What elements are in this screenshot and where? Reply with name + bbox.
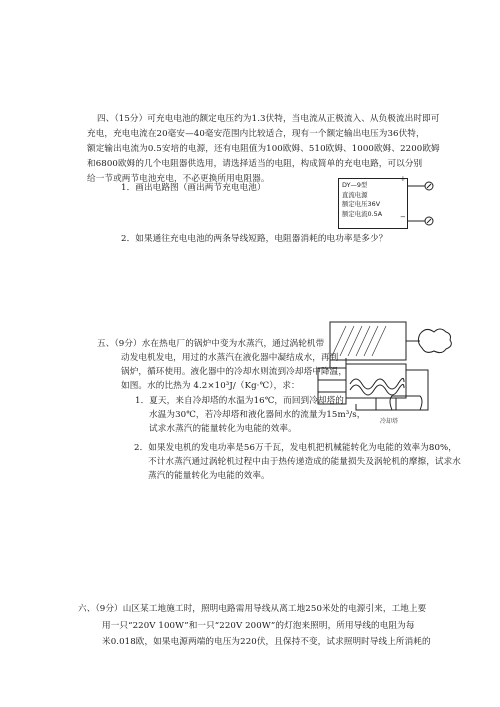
figure-caption: 冷却塔 <box>380 418 399 425</box>
q5-sub1-line-2: 水温为30℃，若冷却塔和液化器间水的流量为15m³/s， <box>149 410 366 420</box>
power-supply-model: DY—9型 <box>342 181 368 189</box>
minus-sign: − <box>400 213 406 221</box>
power-supply-voltage: 额定电压36V <box>342 200 381 209</box>
q4-sub1: 1．画出电路图（画出两节充电电池） <box>121 183 266 193</box>
q4-sub2: 2．如果通往充电电池的两条导线短路，电阻器消耗的电功率是多少？ <box>121 234 388 244</box>
q5-line-4: 如图。水的比热为 4.2×10³J/（Kg·℃），求： <box>121 381 300 391</box>
plus-sign: + <box>400 175 406 183</box>
q5-line-3: 锅炉，循环使用。液化器中的冷却水则流到冷却塔中降温， <box>121 367 348 377</box>
q6-line-2: 用一只“220V 100W”和一只“220V 200W”的灯泡来照明，所用导线的电阻为每 <box>102 621 415 631</box>
terminal-negative <box>408 217 433 225</box>
q5-sub1-line-1: 1．夏天，来自冷却塔的水温为16℃，而回到冷却塔的 <box>135 396 344 406</box>
q5-sub1-line-3: 试求水蒸汽的能量转化为电能的效率。 <box>149 424 297 434</box>
q4-line-3: 额定输出电流为0.5安培的电源，还有电阻值为100欧姆、510欧姆、1000欧姆、2200欧姆 <box>87 144 440 154</box>
power-supply-current: 额定电流0.5A <box>342 209 383 218</box>
q6-line-3: 米0.018欧，如果电源两端的电压为220伏，且保持不变，试求照明时导线上所消耗的 <box>102 637 431 647</box>
turbine-hatch <box>332 326 386 356</box>
power-plant-figure <box>318 322 451 410</box>
q4-line-5: 给一节或两节电池充电，不必更换所用电阻器。 <box>87 174 270 184</box>
q4-line-2: 充电，充电电流在20毫安—40毫安范围内比较适合，现有一个额定输出电压为36伏特， <box>87 129 425 139</box>
q5-sub2-line-2: 不计水蒸汽通过涡轮机过程中由于热传递造成的能量损失及涡轮机的摩擦，试求水 <box>148 457 461 467</box>
q4-line-1: 四、（15分）可充电电池的额定电压约为1.3伏特，当电流从正极流入、从负极流出时即可 <box>97 114 440 124</box>
q4-line-4: 和6800欧姆的几个电阻器供选用，请选择适当的电阻，构成简单的充电电路，可以分别 <box>87 159 423 169</box>
q5-line-1: 五、（9分）水在热电厂的锅炉中变为水蒸汽，通过涡轮机带 <box>97 339 325 349</box>
q5-line-2: 动发电机发电，用过的水蒸汽在液化器中凝结成水，再到 <box>121 353 339 363</box>
q5-sub2-line-1: 2．如果发电机的发电功率是56万千瓦，发电机把机械能转化为电能的效率为80%， <box>134 443 457 453</box>
power-supply-type: 直流电源 <box>342 190 368 199</box>
q5-sub2-line-3: 蒸汽的能量转化为电能的效率。 <box>148 471 270 481</box>
terminal-positive <box>408 182 433 190</box>
q6-line-1: 六、（9分）山区某工地施工时，照明电路需用导线从离工地250米处的电源引来，工地上要 <box>78 604 427 614</box>
